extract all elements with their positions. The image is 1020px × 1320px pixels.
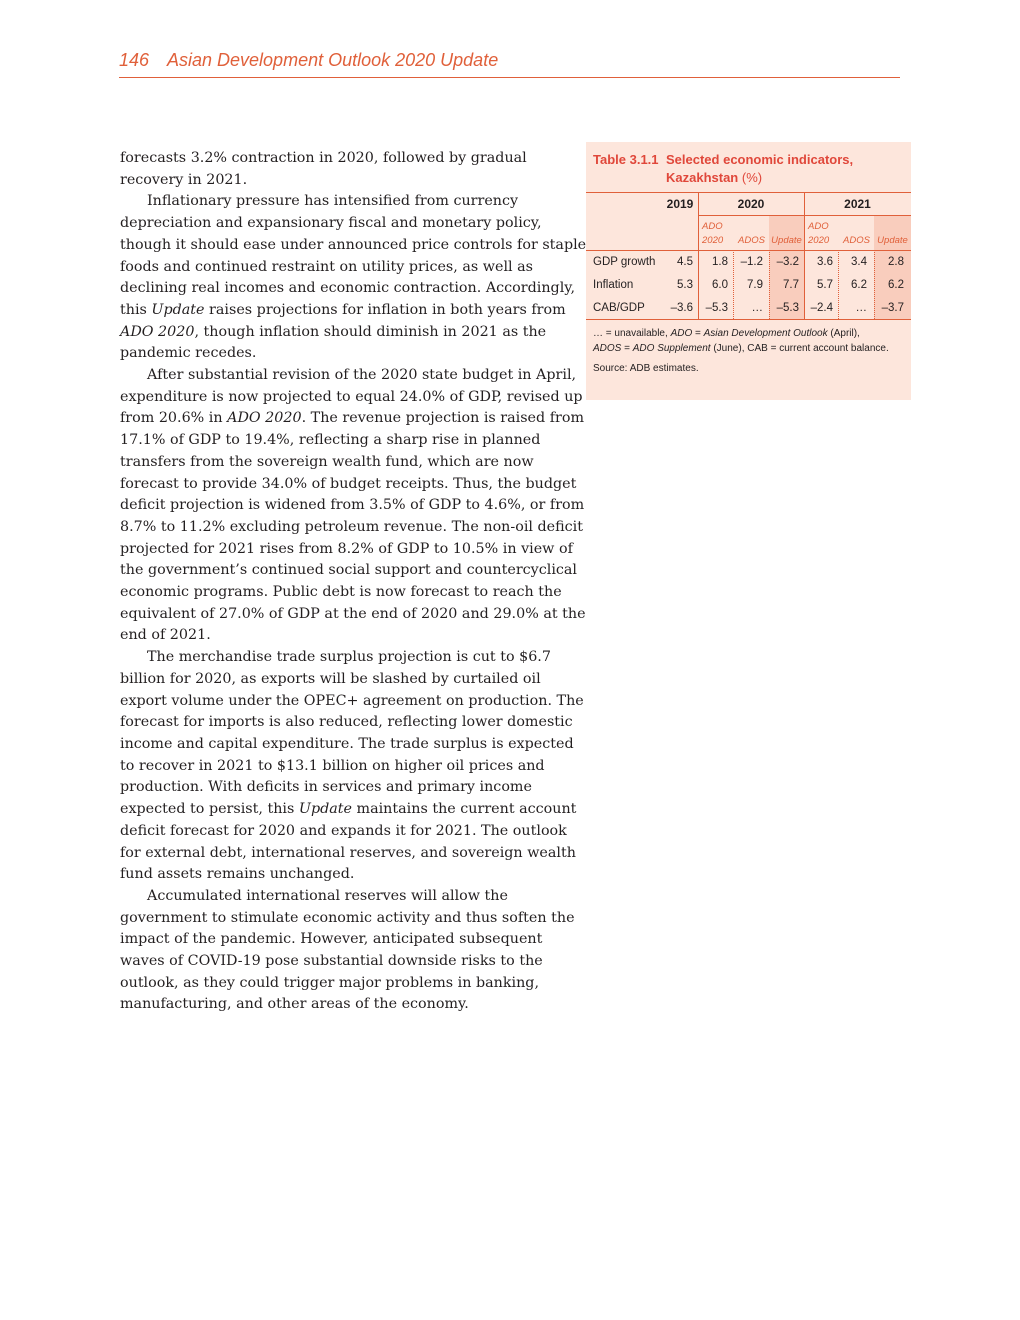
- row-label-inflation: Inflation: [593, 279, 634, 291]
- abbreviation-note: … = unavailable, ADO = Asian Development Outlook (April), ADOS = ADO Supplement (June), CAB = current account balance.: [593, 328, 889, 354]
- table-cell: 7.9: [747, 279, 763, 291]
- year-2020: 2020: [737, 197, 765, 211]
- table-cell: …: [751, 302, 763, 314]
- table-cell: 5.3: [677, 279, 693, 291]
- table-cell: –2.4: [810, 302, 833, 314]
- sub-update-2020: Update: [771, 235, 802, 246]
- table-notes: [593, 326, 889, 376]
- table-cell: 5.7: [817, 279, 833, 291]
- table-cell: 3.4: [851, 256, 867, 268]
- sub-ado-2020: ADO 2020: [702, 221, 724, 246]
- book-title: Asian Development Outlook 2020 Update: [167, 50, 499, 70]
- table-cell: 2.8: [888, 256, 904, 268]
- sub-update-2021: Update: [877, 235, 908, 246]
- paragraph-3: After substantial revision of the 2020 state budget in April, expenditure is now projected to equal 24.0% of GDP, revised up from 20.6% in ADO 2020. The revenue projection is raised from 17.1% of GDP to 19.4%, reflecting a sharp rise in planned transfers from the sovereign wealth fund, which are now forecast to provide 34.0% of budget receipts. Thus, the budget deficit projection is widened from 3.5% of GDP to 4.6%, or from 8.7% to 11.2% excluding petroleum revenue. The non-oil deficit projected for 2021 rises from 8.2% of GDP to 10.5% in view of the government’s continued social support and countercyclical economic programs. Public debt is now forecast to reach the equivalent of 27.0% of GDP at the end of 2020 and 29.0% at the end of 2021.: [120, 367, 586, 644]
- table-cell: –5.3: [776, 302, 799, 314]
- running-header: [119, 50, 900, 78]
- table-cell: 3.6: [817, 256, 833, 268]
- sub-ado-2021: ADO 2020: [808, 221, 830, 246]
- sub-ados-2020: ADOS: [738, 235, 765, 246]
- table-cell: 6.2: [888, 279, 904, 291]
- table-cell: –3.6: [670, 302, 693, 314]
- year-2021: 2021: [844, 197, 871, 211]
- table-title-text: Selected economic indicators, Kazakhstan: [666, 152, 854, 185]
- source-note: Source: ADB estimates.: [593, 363, 699, 374]
- paragraph-4: The merchandise trade surplus projection is cut to $6.7 billion for 2020, as exports will be slashed by curtailed oil export volume under the OPEC+ agreement on production. The forecast for imports is also reduced, reflecting lower domestic income and capital expenditure. The trade surplus is expected to recover in 2021 to $13.1 billion on higher oil prices and production. With deficits in services and primary income expected to persist, this Update maintains the current account deficit forecast for 2020 and expands it for 2021. The outlook for external debt, international reserves, and sovereign wealth fund assets remains unchanged.: [120, 649, 584, 883]
- table-cell: 6.2: [851, 279, 867, 291]
- table-cell: –3.7: [881, 302, 904, 314]
- table-cell: –5.3: [705, 302, 728, 314]
- table-unit: (%): [741, 170, 763, 185]
- rule-bottom: [586, 319, 911, 320]
- table-cell: 1.8: [712, 256, 728, 268]
- table-number: Table 3.1.1: [593, 152, 659, 167]
- page-number: 146: [119, 50, 150, 70]
- rule-header: [586, 250, 911, 251]
- year-2019: 2019: [666, 197, 694, 211]
- paragraph-1: forecasts 3.2% contraction in 2020, followed by gradual recovery in 2021.: [120, 150, 527, 188]
- table-cell: 7.7: [783, 279, 799, 291]
- row-label-cab-gdp: CAB/GDP: [593, 302, 645, 314]
- row-label-gdp-growth: GDP growth: [593, 256, 656, 268]
- table-cell: –3.2: [776, 256, 799, 268]
- table-cell: …: [855, 302, 867, 314]
- body-text: [120, 148, 590, 1016]
- indicators-table: [586, 142, 911, 400]
- sub-ados-2021: ADOS: [843, 235, 870, 246]
- rule-top: [586, 192, 911, 193]
- table-cell: –1.2: [740, 256, 763, 268]
- table-cell: 6.0: [712, 279, 728, 291]
- paragraph-5: Accumulated international reserves will allow the government to stimulate economic activity and thus soften the impact of the pandemic. However, anticipated subsequent waves of COVID-19 pose substantial downside risks to the outlook, as they could trigger major problems in banking, manufacturing, and other areas of the economy.: [120, 887, 575, 1013]
- paragraph-2: Inflationary pressure has intensified from currency depreciation and expansionary fiscal and monetary policy, though it should ease under announced price controls for staple foods and continued restraint on utility prices, as well as declining real incomes and economic contraction. Accordingly, this Update raises projections for inflation in both years from ADO 2020, though inflation should diminish in 2021 as the pandemic recedes.: [120, 193, 587, 362]
- table-cell: 4.5: [677, 256, 693, 268]
